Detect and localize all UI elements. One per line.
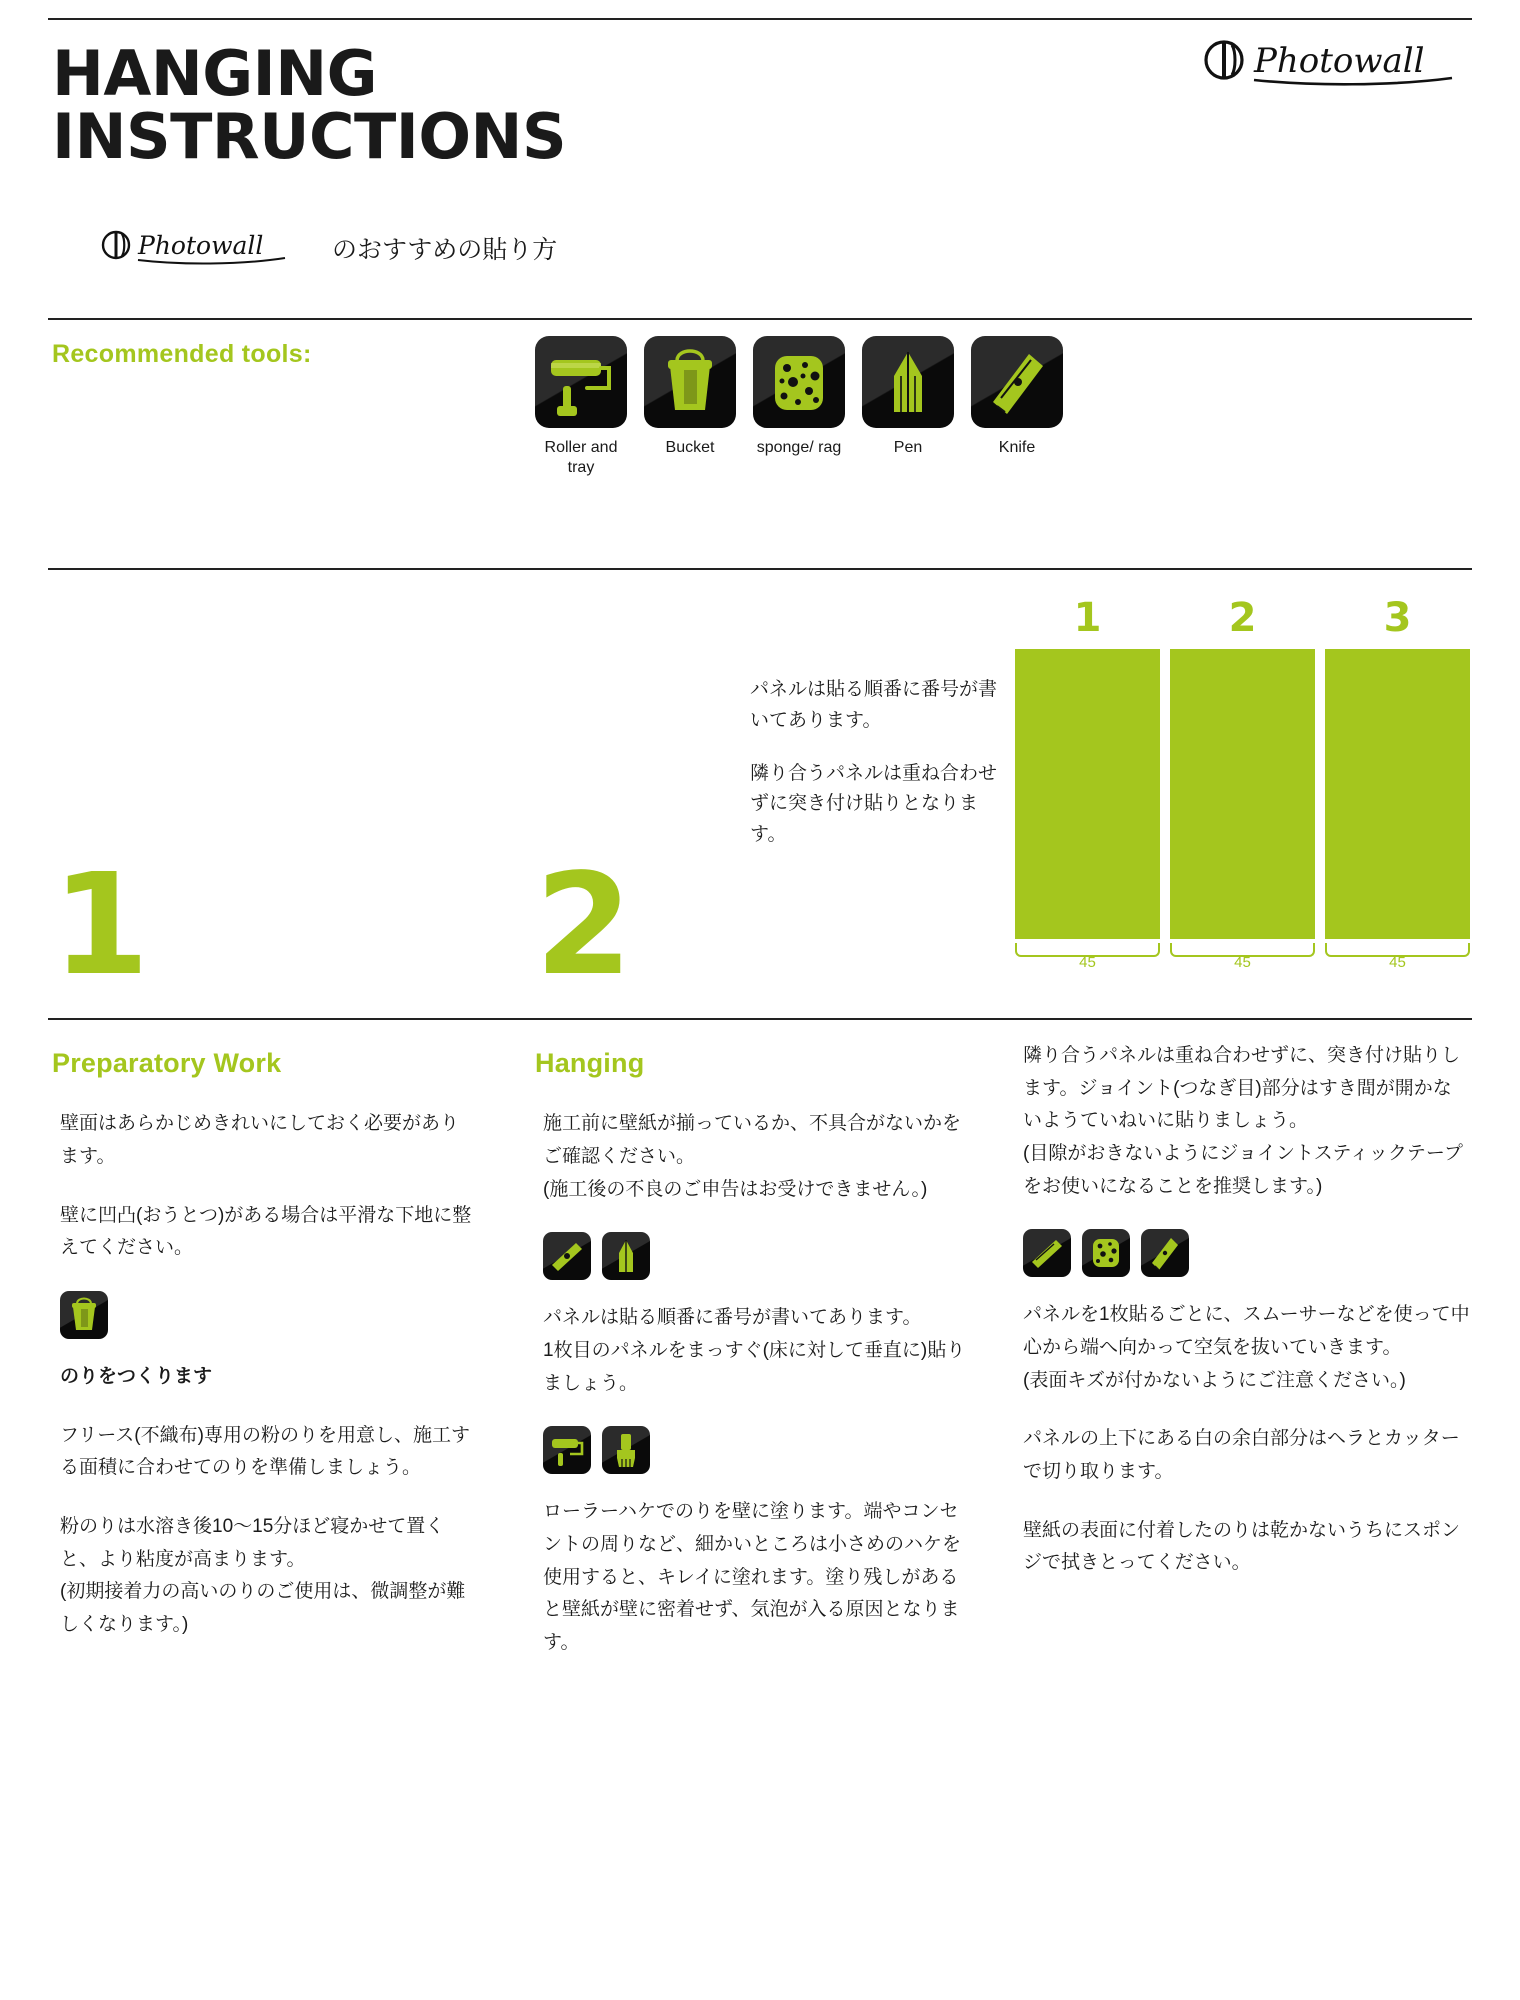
panel-box: [1170, 649, 1315, 939]
col3-paragraph-5: パネルの上下にある白の余白部分はヘラとカッターで切り取ります。: [1023, 1428, 1460, 1483]
tools-label: Recommended tools:: [52, 340, 312, 368]
svg-text:Photowall: Photowall: [138, 231, 264, 260]
col3-paragraph-2: (目隙がおきないようにジョイントスティックテープをお使いになることを推奨します。): [1023, 1143, 1463, 1197]
bucket-icon: [644, 336, 736, 428]
page-title: [52, 37, 567, 174]
panel-numbers: [1015, 595, 1470, 641]
tools-divider-bottom: [48, 568, 1472, 570]
panel-dimension: [1325, 943, 1470, 973]
step-number-1: 1: [52, 844, 150, 1007]
photowall-logo-small: [100, 228, 320, 268]
column2-heading: Hanging: [535, 1048, 645, 1078]
col2-icons-2: [535, 1426, 975, 1474]
col1-paragraph-1: 壁面はあらかじめきれいにしておく必要があります。: [60, 1113, 460, 1168]
col3-paragraph-3: パネルを1枚貼るごとに、スムーサーなどを使って中心から端へ向かって空気を抜いていきます。: [1023, 1304, 1470, 1359]
tool-sponge: [753, 336, 845, 478]
col1-paragraph-2: 壁に凹凸(おうとつ)がある場合は平滑な下地に整えてください。: [60, 1204, 472, 1259]
col1-icons: [52, 1291, 472, 1339]
panel-dimension: [1170, 943, 1315, 973]
dimension-value: 45: [1389, 954, 1406, 971]
sponge-icon: [1082, 1229, 1130, 1277]
panel-number: 2: [1228, 595, 1257, 641]
subtitle-text: のおすすめの貼り方: [332, 236, 558, 264]
roller-icon: [535, 336, 627, 428]
pen-icon: [602, 1232, 650, 1280]
column-joints: [1015, 1040, 1470, 1580]
panels-note-2: 隣り合うパネルは重ね合わせずに突き付け貼りとなります。: [750, 762, 998, 846]
col2-paragraph-3: パネルは貼る順番に番号が書いてあります。: [543, 1307, 922, 1329]
step-number-2: 2: [535, 844, 633, 1007]
col2-paragraph-2: (施工後の不良のご申告はお受けできません。): [543, 1178, 928, 1200]
dimension-value: 45: [1234, 954, 1251, 971]
col3-icons: [1015, 1229, 1470, 1277]
tools-strip: [535, 336, 1063, 478]
knife-icon: [971, 336, 1063, 428]
title-line-1: HANGING: [52, 37, 377, 110]
col1-paragraph-5: 粉のりは水溶き後10〜15分ほど寝かせて置くと、より粘度が高まります。: [60, 1516, 445, 1570]
subtitle: [100, 228, 557, 268]
panel-number: 1: [1073, 595, 1102, 641]
title-line-2: INSTRUCTIONS: [52, 100, 567, 174]
panel-dimension: [1015, 943, 1160, 973]
knife-icon: [1141, 1229, 1189, 1277]
panel-row: [1015, 649, 1470, 939]
bucket-icon: [60, 1291, 108, 1339]
col2-paragraph-4: 1枚目のパネルをまっすぐ(床に対して垂直に)貼りましょう。: [543, 1340, 966, 1394]
column-preparatory-work: [52, 1040, 472, 1642]
brush-icon: [602, 1426, 650, 1474]
photowall-logo: [1202, 36, 1472, 96]
tool-knife: [971, 336, 1063, 478]
col2-paragraph-1: 施工前に壁紙が揃っているか、不具合がないかをご確認ください。: [543, 1113, 962, 1168]
col2-icons-1: [535, 1232, 975, 1280]
roller-icon: [543, 1426, 591, 1474]
columns-divider: [48, 1018, 1472, 1020]
level-icon: [543, 1232, 591, 1280]
tool-caption: Pen: [893, 439, 923, 456]
tool-caption: Knife: [998, 439, 1036, 456]
tool-pen: [862, 336, 954, 478]
col3-paragraph-6: 壁紙の表面に付着したのりは乾かないうちにスポンジで拭きとってください。: [1023, 1519, 1461, 1574]
pen-icon: [862, 336, 954, 428]
column-hanging: [535, 1040, 975, 1660]
col1-paragraph-4: フリース(不織布)専用の粉のりを用意し、施工する面積に合わせてのりを準備しましょう。: [60, 1424, 470, 1479]
tool-bucket: [644, 336, 736, 478]
tools-divider-top: [48, 318, 1472, 320]
panel-dimensions: [1015, 943, 1470, 973]
tool-caption: Roller and tray: [544, 439, 618, 476]
col1-paragraph-6: (初期接着力の高いのりのご使用は、微調整が難しくなります。): [60, 1581, 466, 1636]
tool-caption: sponge/ rag: [756, 439, 842, 456]
tool-roller: [535, 336, 627, 478]
panels-note-1: パネルは貼る順番に番号が書いてあります。: [750, 679, 998, 731]
dimension-value: 45: [1079, 954, 1096, 971]
col3-paragraph-4: (表面キズが付かないようにご注意ください。): [1023, 1369, 1406, 1391]
sponge-icon: [753, 336, 845, 428]
smoother-icon: [1023, 1229, 1071, 1277]
col3-paragraph-1: 隣り合うパネルは重ね合わせずに、突き付け貼りします。ジョイント(つなぎ目)部分はすき間が開かないようていねいに貼りましょう。: [1023, 1045, 1461, 1132]
col2-paragraph-5: ローラーハケでのりを壁に塗ります。端やコンセントの周りなど、細かいところは小さめのハケを使用すると、キレイに塗れます。塗り残しがあると壁紙が壁に密着せず、気泡が入る原因となります。: [543, 1501, 962, 1654]
svg-text:Photowall: Photowall: [1254, 41, 1425, 81]
column1-heading: Preparatory Work: [52, 1048, 282, 1078]
header-divider: [48, 18, 1472, 20]
tool-caption: Bucket: [665, 439, 715, 456]
col1-bold-line: のりをつくります: [60, 1366, 213, 1388]
panel-box: [1015, 649, 1160, 939]
panels-diagram: [1015, 595, 1470, 973]
panel-number: 3: [1383, 595, 1412, 641]
panel-box: [1325, 649, 1470, 939]
panels-note: [750, 675, 1000, 851]
